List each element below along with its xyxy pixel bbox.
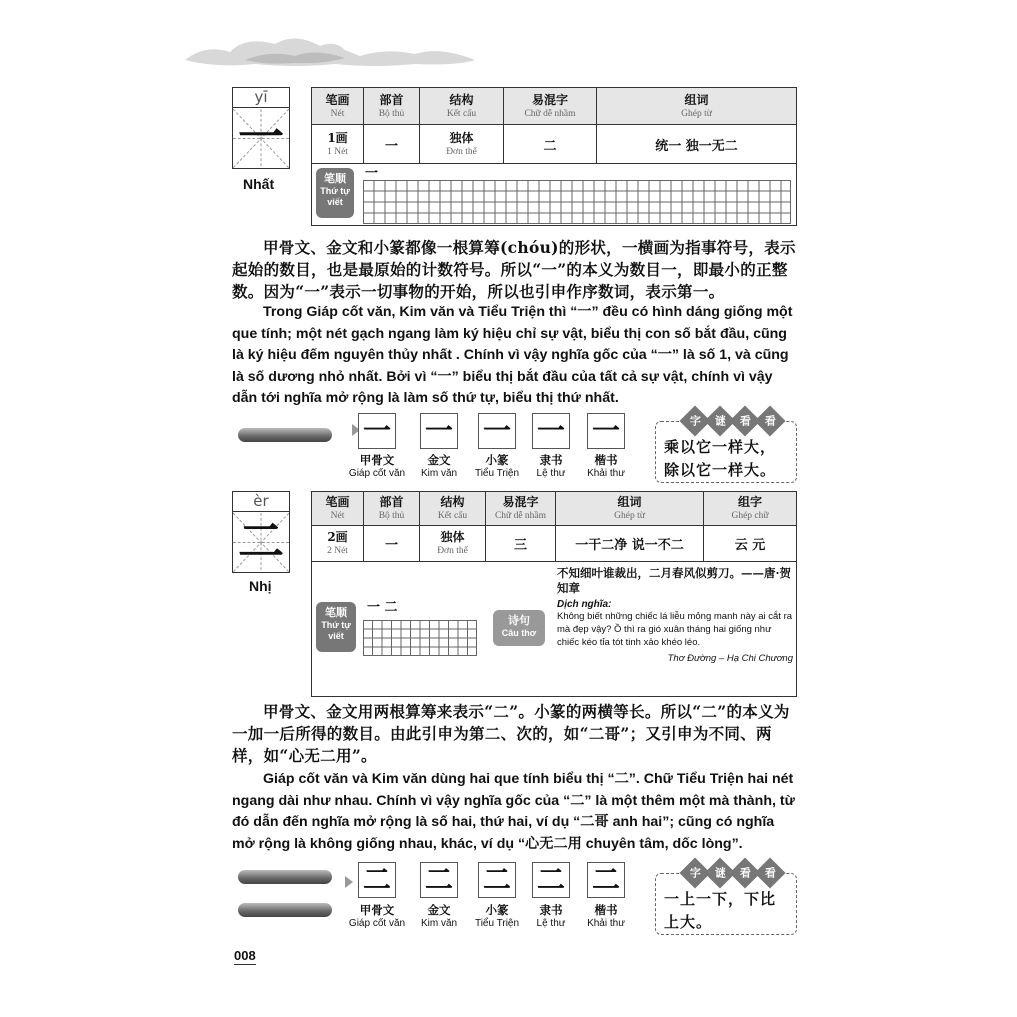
pinyin: yī <box>233 88 289 108</box>
script-label: 甲骨文 Giáp cốt văn <box>348 453 406 479</box>
script-glyph: 一 <box>482 414 511 447</box>
script-glyph-box <box>478 862 516 898</box>
poem-translation: Không biết những chiếc lá liễu mỏng manh này ai cắt ra mà đẹp vậy? Ồ thì ra gió xuân tháng hai giống như chiếc kéo tỉa tót tinh xảo khéo léo. <box>557 611 793 648</box>
poem-source: Thơ Đường – Hạ Chi Chương <box>667 653 793 664</box>
explanation-zh-2: 甲骨文、金文用两根算筹来表示“二”。小篆的两横等长。所以“二”的本义为一加一后所得的数目。由此引申为第二、次的，如“二哥”；又引申为不同、两样，如“心无二用”。 <box>232 702 790 765</box>
poem-badge: 诗句 Câu thơ <box>493 610 545 646</box>
script-glyph: 一 <box>536 414 565 447</box>
counting-rod <box>238 870 332 884</box>
script-label: 隶书 Lệ thư <box>536 903 566 929</box>
script-glyph-box <box>358 413 396 449</box>
script-glyph: 二 <box>591 863 620 896</box>
info-table-yi: 笔画 Nét 部首 Bộ thủ 结构 Kết cấu 易混字 Chữ dễ nhầm 组词 Ghép từ 1画 1 Nét 一 独体 Đơn thể 二 统一 独一无二 <box>311 87 797 226</box>
script-glyph-box <box>420 862 458 898</box>
script-glyph: 二 <box>424 863 453 896</box>
word-examples: 一干二净 说一不二 <box>575 538 684 553</box>
script-label: 楷书 Khải thư <box>587 453 625 479</box>
script-glyph: 一 <box>591 414 620 447</box>
counting-rod <box>238 903 332 917</box>
script-glyph-box <box>358 862 396 898</box>
riddle-box-1: 乘以它一样大，除以它一样大。 <box>655 421 797 483</box>
pinyin: èr <box>233 492 289 512</box>
explanation-vi-2: Giáp cốt văn và Kim văn dùng hai que tính biểu thị “二”. Chữ Tiểu Triện hai nét ngang dài như nhau. Chính vì vậy nghĩa gốc của “二” là một thêm một mà thành, từ đó dẫn đến nghĩa mở rộng là số hai, thứ hai, ví dụ “二哥 anh hai”; cũng có nghĩa mở rộng là không giống nhau, khác, ví dụ “心无二用 chuyên tâm, dốc lòng”. <box>232 771 795 852</box>
vn-name: Nhị <box>249 578 272 594</box>
main-character: 二 <box>238 514 284 568</box>
explanation-vi-1: Trong Giáp cốt văn, Kim văn và Tiểu Triện thì “一” đều có hình dáng giống một que tính; một nét gạch ngang làm ký hiệu chỉ sự vật, biểu thị con số bắt đầu, cũng là ký hiệu đếm nguyên thủy nhất . Chính vì vậy nghĩa gốc của “一” là số 1, và cũng là số dương nhỏ nhất. Bởi vì “一” biểu thị bắt đầu của tất cả sự vật, chính vì vậy dẫn tới nghĩa mở rộng là làm số thứ tự, biểu thị thứ nhất. <box>232 304 793 406</box>
script-glyph-box <box>587 862 625 898</box>
main-character: 一 <box>238 110 284 164</box>
confusable-char: 二 <box>543 138 557 154</box>
script-glyph-box <box>532 413 570 449</box>
word-examples: 统一 独一无二 <box>655 138 738 154</box>
stroke-sequence: 一 二 <box>367 600 398 615</box>
compose-examples: 云 元 <box>734 538 766 553</box>
script-glyph: 二 <box>362 863 391 896</box>
riddle-header: 字 谜 看 看 <box>684 862 781 884</box>
script-glyph: 二 <box>536 863 565 896</box>
script-glyph: 二 <box>482 863 511 896</box>
script-glyph-box <box>532 862 570 898</box>
poem-text: 不知细叶谁裁出，二月春风似剪刀。——唐·贺知章 <box>557 566 792 595</box>
script-glyph: 一 <box>362 414 391 447</box>
script-label: 小篆 Tiểu Triện <box>474 453 520 479</box>
cloud-decoration <box>185 30 475 70</box>
script-label: 楷书 Khải thư <box>587 903 625 929</box>
script-label: 小篆 Tiểu Triện <box>474 903 520 929</box>
practice-grid <box>363 620 477 656</box>
vn-name: Nhất <box>243 176 275 192</box>
info-table-er: 笔画 Nét 部首 Bộ thủ 结构 Kết cấu 易混字 Chữ dễ nhầm 组词 Ghép từ 组字 Ghép chữ 2画 2 Nét 一 独体 Đơn thể 三 一干二净 说一不二 云 元 <box>311 491 797 697</box>
stroke-order-badge: 笔顺 Thứ tự viết <box>316 602 356 652</box>
script-glyph-box <box>420 413 458 449</box>
radical: 一 <box>384 138 398 154</box>
poem-block <box>557 566 793 664</box>
script-glyph-box <box>587 413 625 449</box>
script-label: 金文 Kim văn <box>420 453 458 479</box>
char-box-er <box>232 491 290 573</box>
riddle-header: 字 谜 看 看 <box>684 410 781 432</box>
char-box-yi <box>232 87 290 169</box>
practice-grid <box>363 180 791 224</box>
confusable-char: 三 <box>513 538 527 553</box>
radical: 一 <box>384 538 398 553</box>
stroke-sequence: 一 <box>365 166 379 181</box>
arrow-icon <box>345 876 353 888</box>
riddle-box-2: 一上一下，下比上大。 <box>655 873 797 935</box>
page-number: 008 <box>234 948 256 963</box>
stroke-order-badge: 笔顺 Thứ tự viết <box>316 168 354 218</box>
explanation-zh-1: 甲骨文、金文和小篆都像一根算筹(chóu)的形状，一横画为指事符号，表示起始的数目，也是最原始的计数符号。所以“一”的本义为数目一，即最小的正整数。因为“一”表示一切事物的开始，所以也引申作序数词，表示第一。 <box>232 238 796 301</box>
script-label: 隶书 Lệ thư <box>536 453 566 479</box>
script-label: 金文 Kim văn <box>420 903 458 929</box>
script-label: 甲骨文 Giáp cốt văn <box>348 903 406 929</box>
script-glyph: 一 <box>424 414 453 447</box>
translation-label: Dịch nghĩa: <box>557 599 612 610</box>
script-glyph-box <box>478 413 516 449</box>
counting-rod <box>238 428 332 442</box>
